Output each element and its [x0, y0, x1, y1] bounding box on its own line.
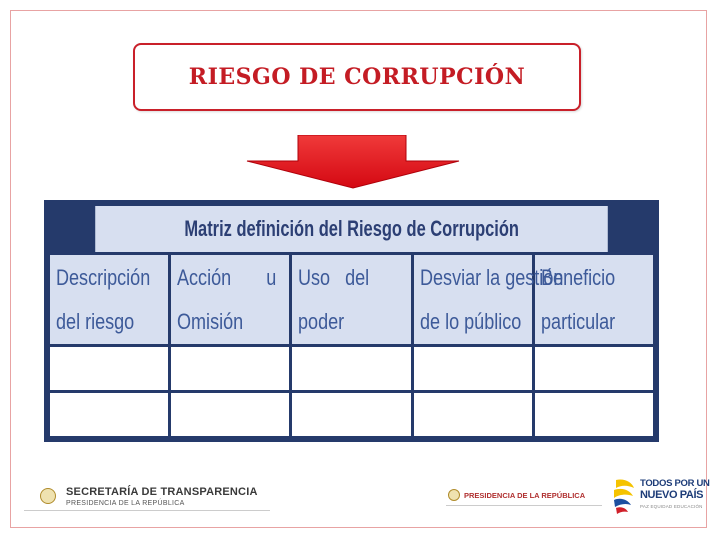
column-header-line: Acción u: [177, 264, 277, 290]
presidencia-subtitle: PRESIDENCIA DE LA REPÚBLICA: [66, 500, 185, 507]
column-header-line: Desviar la gestión: [419, 264, 563, 290]
table-cell: [292, 393, 410, 436]
column-header-beneficio: [535, 255, 653, 345]
table-cell: [171, 347, 289, 390]
matrix-title: [95, 206, 608, 252]
table-cell: [414, 347, 532, 390]
column-header-line: poder: [298, 308, 345, 334]
column-header-uso-poder: [292, 255, 410, 345]
todos-por-un-nuevo-pais-logo: [610, 474, 710, 520]
table-row: [50, 393, 653, 436]
divider: [24, 510, 270, 511]
slogan-line-3: PAZ EQUIDAD EDUCACIÓN: [640, 504, 703, 509]
column-header-line: del riesgo: [56, 308, 135, 334]
slogan-line-1: TODOS POR UN: [640, 478, 710, 489]
table-cell: [292, 347, 410, 390]
table-cell: [171, 393, 289, 436]
corruption-risk-matrix: [44, 200, 659, 442]
matrix-title-text: Matriz definición del Riesgo de Corrupción: [184, 215, 519, 241]
colombia-seal-icon: [40, 488, 56, 504]
secretaria-name: SECRETARÍA DE TRANSPARENCIA: [66, 486, 258, 498]
presidencia-label: PRESIDENCIA DE LA REPÚBLICA: [464, 491, 586, 500]
slide-title: RIESGO DE CORRUPCIÓN: [188, 64, 526, 90]
colombia-seal-icon: [448, 489, 460, 501]
table-cell: [50, 393, 168, 436]
table-cell: [50, 347, 168, 390]
table-cell: [535, 347, 653, 390]
column-header-line: Uso del: [298, 264, 370, 290]
column-header-descripcion: [50, 255, 168, 345]
presidencia-logo: [446, 486, 602, 506]
divider: [446, 505, 602, 506]
column-header-line: Beneficio: [540, 264, 615, 290]
table-row: [50, 347, 653, 390]
column-header-line: de lo público: [419, 308, 521, 334]
column-header-line: Omisión: [177, 308, 244, 334]
secretaria-transparencia-logo: [24, 483, 270, 511]
matrix-title-row: [50, 206, 653, 252]
flag-swoosh-icon: [610, 476, 638, 516]
column-header-line: particular: [540, 308, 615, 334]
matrix-table: [47, 203, 656, 439]
column-header-accion: [171, 255, 289, 345]
matrix-header-row: [50, 255, 653, 345]
table-cell: [535, 393, 653, 436]
column-header-desviar: [414, 255, 563, 345]
title-box: [133, 43, 581, 111]
table-cell: [414, 393, 532, 436]
slogan-line-2: NUEVO PAÍS: [640, 489, 704, 501]
column-header-line: Descripción: [56, 264, 151, 290]
down-arrow-icon: [243, 135, 463, 191]
